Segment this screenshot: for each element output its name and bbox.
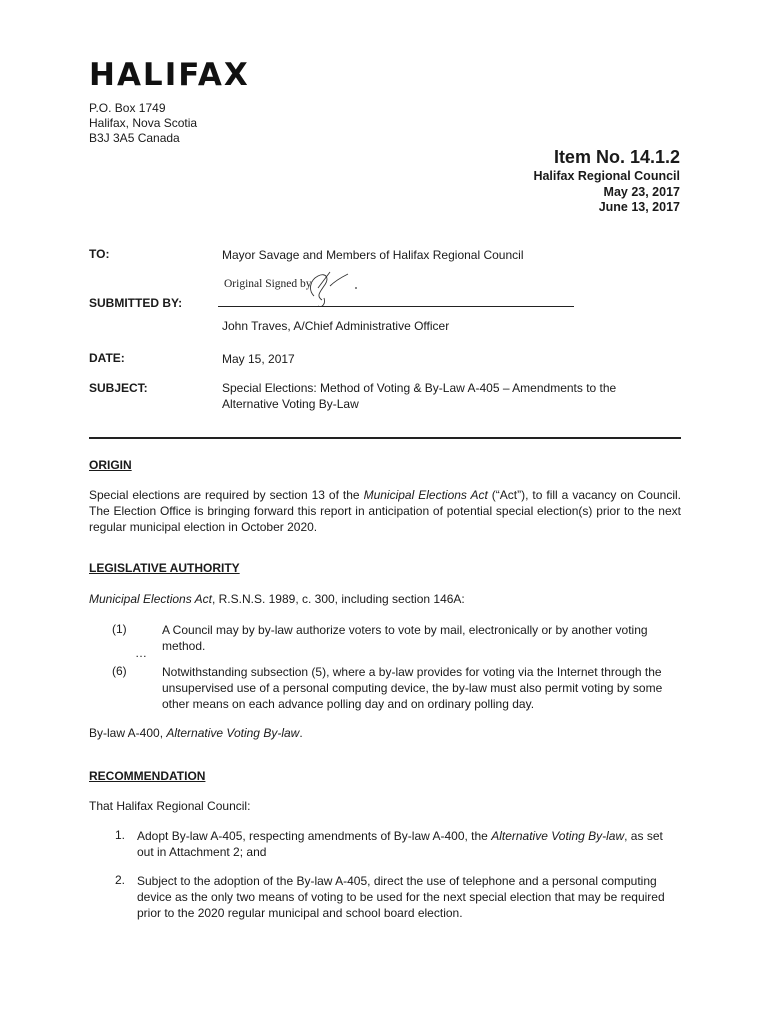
subsection-1-number: (1) [112, 622, 127, 636]
signature-mark [300, 266, 360, 308]
subsection-6-text: Notwithstanding subsection (5), where a by-law provides for voting via the Internet through the unsupervised use of a personal computing device, the by-law must also permit voting by some other means on each advance polling day and on ordinary polling day. [162, 665, 663, 711]
legislative-citation [89, 591, 681, 607]
council-name: Halifax Regional Council [533, 169, 680, 183]
bylaw-suffix: . [299, 726, 303, 740]
address-line-2: Halifax, Nova Scotia [89, 116, 198, 130]
legislative-heading: LEGISLATIVE AUTHORITY [89, 561, 240, 575]
legislative-citation-text: , R.S.N.S. 1989, c. 300, including section 146A: [211, 592, 465, 606]
mailing-address [89, 101, 197, 146]
address-line-1: P.O. Box 1749 [89, 101, 166, 115]
recommendation-1-text [137, 828, 682, 860]
header-divider [89, 437, 681, 439]
signature-caption: Original Signed by [224, 278, 312, 290]
subject-line-2: Alternative Voting By-Law [222, 397, 359, 411]
subject-value [222, 380, 616, 412]
subsection-6-number: (6) [112, 664, 127, 678]
recommendation-1-text-a: Adopt By-law A-405, respecting amendments of By-law A-400, the [137, 829, 492, 843]
origin-text-a: Special elections are required by section 13 of the [89, 488, 364, 502]
origin-text-b: (“Act”), to fill a vacancy on Council. The Election Office is bringing forward this report in anticipation of potential special election(s) prior to the next regular municipal election in October 2020. [89, 488, 681, 534]
origin-act-name: Municipal Elections Act [363, 488, 488, 502]
bylaw-reference [89, 725, 681, 741]
to-value: Mayor Savage and Members of Halifax Regional Council [222, 248, 524, 262]
bylaw-name: Alternative Voting By-law [166, 726, 300, 740]
bylaw-prefix: By-law A-400, [89, 726, 167, 740]
recommendation-heading: RECOMMENDATION [89, 769, 206, 783]
subsection-1-text: A Council may by by-law authorize voters to vote by mail, electronically or by another voting method. [162, 623, 648, 653]
recommendation-1-number: 1. [115, 828, 126, 842]
meeting-date-1: May 23, 2017 [603, 184, 680, 199]
date-value: May 15, 2017 [222, 352, 295, 366]
recommendation-1-text-b: , as set out in Attachment 2; and [137, 829, 663, 859]
to-label: TO: [89, 247, 110, 261]
submitted-by-value: John Traves, A/Chief Administrative Officer [222, 319, 450, 333]
recommendation-intro: That Halifax Regional Council: [89, 799, 251, 813]
submitted-by-label: SUBMITTED BY: [89, 296, 183, 310]
item-header [533, 145, 680, 216]
signature-line [218, 306, 574, 307]
recommendation-2-text: Subject to the adoption of the By-law A-405, direct the use of telephone and a personal computing device as the only two means of voting to be used for the next special election that may be required prior to the 2020 regular municipal and school board election. [137, 874, 665, 920]
address-line-3: B3J 3A5 Canada [89, 131, 180, 145]
item-number: Item No. 14.1.2 [553, 147, 680, 167]
origin-paragraph [89, 487, 681, 535]
legislative-act-name: Municipal Elections Act [89, 592, 212, 606]
halifax-logo: HALIFAX [89, 57, 250, 93]
origin-heading: ORIGIN [89, 458, 132, 472]
meeting-date-2: June 13, 2017 [598, 200, 680, 214]
subject-line-1: Special Elections: Method of Voting & By-Law A-405 – Amendments to the [222, 381, 617, 395]
subsection-ellipsis: … [135, 646, 147, 660]
recommendation-1-name: Alternative Voting By-law [491, 829, 625, 843]
subject-label: SUBJECT: [89, 381, 148, 395]
recommendation-2-number: 2. [115, 873, 126, 887]
date-label: DATE: [89, 351, 125, 365]
